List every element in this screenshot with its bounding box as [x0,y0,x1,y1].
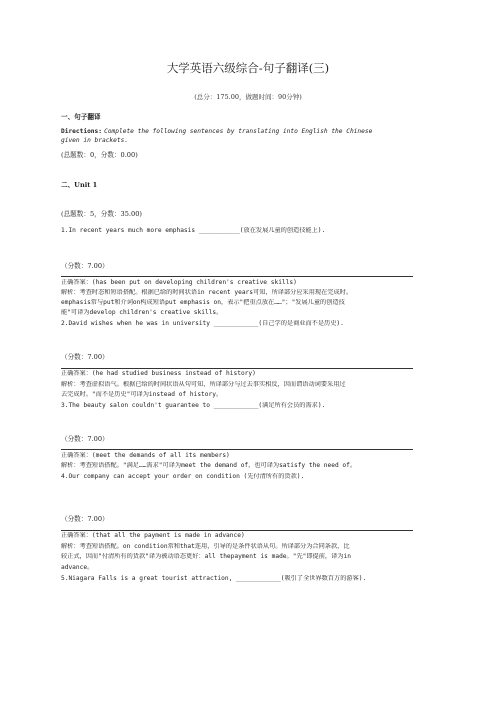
analysis-line: 能"可译为develop children's creative skills。 [61,309,223,316]
analysis-line: emphasis常与put和介词on构成短语put emphasis on，表示"把重点放在……"；"发展儿童的创造技 [61,299,345,306]
section-stats: (总题数：0，分数：0.00) [61,151,138,159]
directions-text: Complete the following sentences by translating into English the Chinese [104,128,373,135]
document-subtitle: (总分：175.00，做题时间：90分钟) [194,93,302,101]
question-prompt: 3.The beauty salon couldn't guarantee to ____________(满足所有会员的需求). [61,402,326,409]
correct-answer: 正确答案：(he had studied business instead of history) [61,370,256,377]
section-heading: 一、句子翻译 [61,113,101,121]
analysis-line: 较正式，因而"付清所有的货款"译为被动语态更好：all thepayment is made。"先"即提前，译为in [61,553,351,560]
directions [61,127,441,137]
divider [61,276,413,277]
question-prompt: 4.Our company can accept your order on condition (先付清所有的货款). [61,473,305,480]
directions-text-cont: given in brackets. [61,137,129,144]
question-prompt: 1.In recent years much more emphasis ___________(放在发展儿童的创造技能上). [61,227,326,234]
document-title: 大学英语六级综合-句子翻译(三) [166,61,330,75]
correct-answer: 正确答案：(has been put on developing children's creative skills) [61,279,297,286]
divider [61,368,413,369]
question-score: （分数：7.00） [61,435,109,443]
correct-answer: 正确答案：(that all the payment is made in advance) [61,532,245,539]
question-score: （分数：7.00） [61,353,109,361]
divider [61,449,413,450]
analysis-line: 解析：考查时态和短语搭配。根据已给的时间状语in recent years可知，所译部分应采用现在完成时。 [61,289,353,296]
analysis-line: 解析：考查短语搭配。on condition常和that连用，引导的是条件状语从句。所译部分为合同条款，比 [61,543,350,550]
analysis-line: 去完成时。"而不是历史"可译为instead of history。 [61,391,223,398]
question-prompt: 5.Niagara Falls is a great tourist attraction, ____________(吸引了全世界数百万的游客). [61,575,367,582]
analysis-line: advance。 [61,564,94,571]
section-heading: 二、Unit 1 [61,181,98,189]
question-prompt: 2.David wishes when he was in university ____________(自己学的是商业而不是历史). [61,320,344,327]
analysis-line: 解析：考查虚拟语气。根据已给的时间状语从句可知，所译部分与过去事实相反，因而谓语动词要采用过 [61,381,346,388]
section-stats: (总题数：5，分数：35.00) [61,210,142,218]
correct-answer: 正确答案：(meet the demands of all its members) [61,452,230,459]
divider [61,530,413,531]
question-score: （分数：7.00） [61,515,109,523]
directions-label: Directions: [61,128,102,135]
analysis-line: 解析：考查短语搭配。"满足……需求"可译为meet the demand of，也可译为satisfy the need of。 [61,462,357,469]
question-score: （分数：7.00） [61,262,109,270]
